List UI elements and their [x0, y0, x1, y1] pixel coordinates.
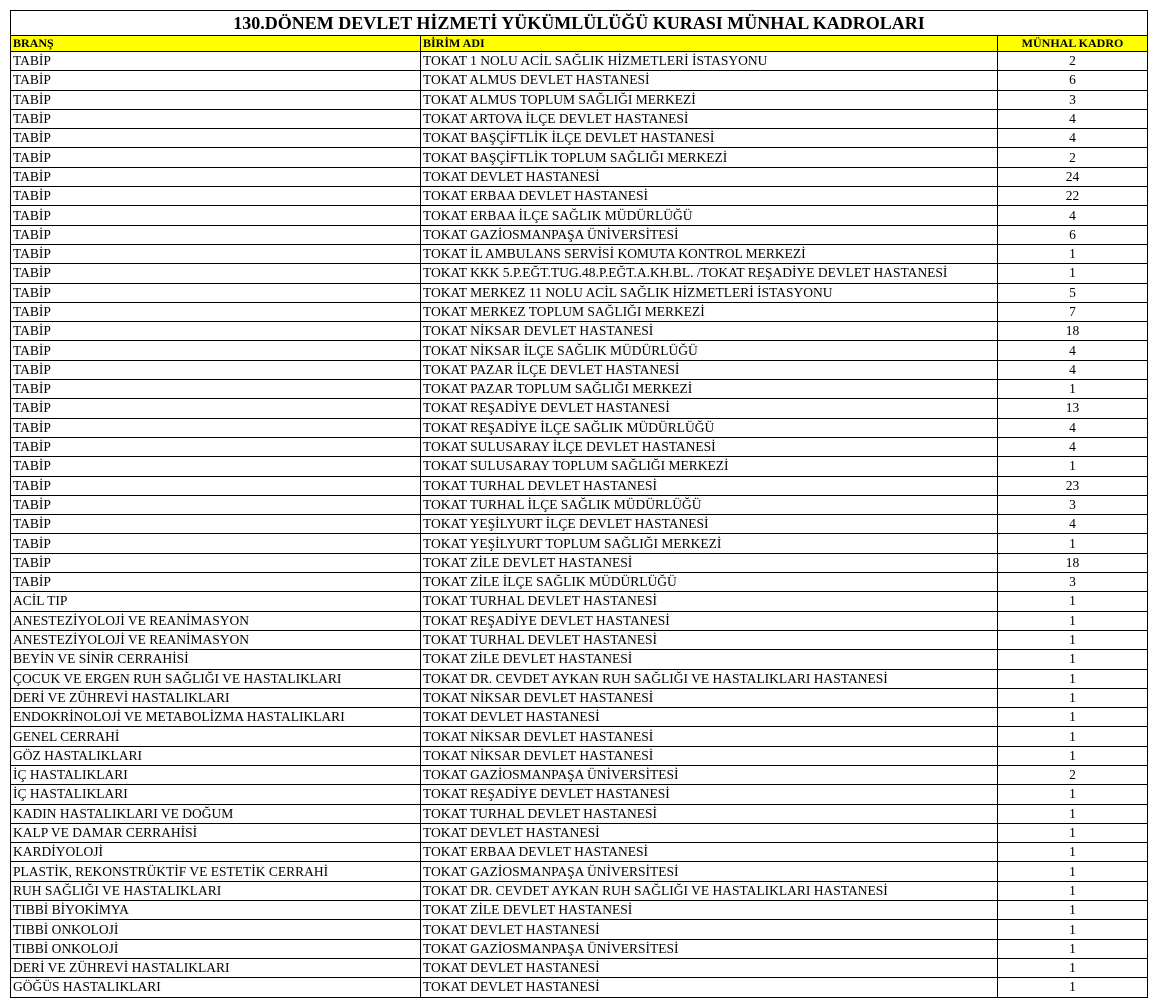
table-row: [11, 978, 1148, 997]
birim-adi-cell: TOKAT DEVLET HASTANESİ: [421, 920, 998, 939]
brans-cell: TABİP: [11, 495, 421, 514]
birim-adi-cell: TOKAT REŞADİYE İLÇE SAĞLIK MÜDÜRLÜĞÜ: [421, 418, 998, 437]
brans-cell: DERİ VE ZÜHREVİ HASTALIKLARI: [11, 688, 421, 707]
table-row: [11, 727, 1148, 746]
document-sheet: [10, 10, 1147, 998]
birim-adi-cell: TOKAT TURHAL DEVLET HASTANESİ: [421, 804, 998, 823]
birim-adi-cell: TOKAT SULUSARAY TOPLUM SAĞLIĞI MERKEZİ: [421, 457, 998, 476]
munhal-kadro-cell: 1: [998, 746, 1148, 765]
table-row: [11, 746, 1148, 765]
brans-cell: GENEL CERRAHİ: [11, 727, 421, 746]
munhal-kadro-cell: 1: [998, 920, 1148, 939]
munhal-kadro-cell: 4: [998, 360, 1148, 379]
munhal-kadro-cell: 6: [998, 225, 1148, 244]
munhal-kadro-cell: 1: [998, 688, 1148, 707]
brans-cell: KADIN HASTALIKLARI VE DOĞUM: [11, 804, 421, 823]
munhal-kadro-cell: 1: [998, 881, 1148, 900]
brans-cell: TABİP: [11, 283, 421, 302]
birim-adi-cell: TOKAT GAZİOSMANPAŞA ÜNİVERSİTESİ: [421, 225, 998, 244]
brans-cell: GÖZ HASTALIKLARI: [11, 746, 421, 765]
table-row: [11, 302, 1148, 321]
brans-cell: TABİP: [11, 360, 421, 379]
birim-adi-cell: TOKAT ZİLE İLÇE SAĞLIK MÜDÜRLÜĞÜ: [421, 573, 998, 592]
brans-cell: ANESTEZİYOLOJİ VE REANİMASYON: [11, 611, 421, 630]
munhal-kadro-cell: 1: [998, 843, 1148, 862]
munhal-kadro-cell: 1: [998, 958, 1148, 977]
table-row: [11, 457, 1148, 476]
birim-adi-cell: TOKAT ERBAA DEVLET HASTANESİ: [421, 843, 998, 862]
birim-adi-cell: TOKAT NİKSAR DEVLET HASTANESİ: [421, 322, 998, 341]
munhal-kadro-cell: 4: [998, 109, 1148, 128]
brans-cell: İÇ HASTALIKLARI: [11, 765, 421, 784]
munhal-kadro-cell: 1: [998, 901, 1148, 920]
brans-cell: TABİP: [11, 457, 421, 476]
brans-cell: RUH SAĞLIĞI VE HASTALIKLARI: [11, 881, 421, 900]
table-row: [11, 206, 1148, 225]
brans-cell: ENDOKRİNOLOJİ VE METABOLİZMA HASTALIKLARI: [11, 708, 421, 727]
munhal-kadro-cell: 1: [998, 650, 1148, 669]
brans-cell: TABİP: [11, 476, 421, 495]
munhal-kadro-cell: 1: [998, 534, 1148, 553]
column-header-munhal-kadro: MÜNHAL KADRO: [998, 36, 1148, 52]
table-row: [11, 380, 1148, 399]
birim-adi-cell: TOKAT YEŞİLYURT İLÇE DEVLET HASTANESİ: [421, 515, 998, 534]
munhal-kadro-cell: 7: [998, 302, 1148, 321]
birim-adi-cell: TOKAT BAŞÇİFTLİK TOPLUM SAĞLIĞI MERKEZİ: [421, 148, 998, 167]
table-row: [11, 630, 1148, 649]
brans-cell: TABİP: [11, 90, 421, 109]
table-row: [11, 708, 1148, 727]
birim-adi-cell: TOKAT TURHAL DEVLET HASTANESİ: [421, 476, 998, 495]
munhal-kadro-cell: 1: [998, 978, 1148, 997]
birim-adi-cell: TOKAT KKK 5.P.EĞT.TUG.48.P.EĞT.A.KH.BL. /TOKAT REŞADİYE DEVLET HASTANESİ: [421, 264, 998, 283]
munhal-kadro-cell: 3: [998, 573, 1148, 592]
munhal-kadro-cell: 18: [998, 553, 1148, 572]
birim-adi-cell: TOKAT İL AMBULANS SERVİSİ KOMUTA KONTROL MERKEZİ: [421, 244, 998, 263]
brans-cell: PLASTİK, REKONSTRÜKTİF VE ESTETİK CERRAHİ: [11, 862, 421, 881]
birim-adi-cell: TOKAT TURHAL DEVLET HASTANESİ: [421, 630, 998, 649]
munhal-kadro-cell: 1: [998, 804, 1148, 823]
brans-cell: TABİP: [11, 380, 421, 399]
munhal-kadro-cell: 23: [998, 476, 1148, 495]
table-row: [11, 862, 1148, 881]
munhal-kadro-cell: 1: [998, 939, 1148, 958]
table-row: [11, 399, 1148, 418]
table-row: [11, 129, 1148, 148]
birim-adi-cell: TOKAT ZİLE DEVLET HASTANESİ: [421, 553, 998, 572]
brans-cell: ACİL TIP: [11, 592, 421, 611]
brans-cell: TABİP: [11, 322, 421, 341]
table-row: [11, 341, 1148, 360]
birim-adi-cell: TOKAT DR. CEVDET AYKAN RUH SAĞLIĞI VE HASTALIKLARI HASTANESİ: [421, 881, 998, 900]
table-row: [11, 785, 1148, 804]
munhal-kadro-cell: 1: [998, 823, 1148, 842]
munhal-kadro-cell: 3: [998, 90, 1148, 109]
table-row: [11, 148, 1148, 167]
table-row: [11, 611, 1148, 630]
brans-cell: BEYİN VE SİNİR CERRAHİSİ: [11, 650, 421, 669]
munhal-kadro-cell: 24: [998, 167, 1148, 186]
brans-cell: TABİP: [11, 573, 421, 592]
birim-adi-cell: TOKAT GAZİOSMANPAŞA ÜNİVERSİTESİ: [421, 939, 998, 958]
brans-cell: ÇOCUK VE ERGEN RUH SAĞLIĞI VE HASTALIKLARI: [11, 669, 421, 688]
brans-cell: TABİP: [11, 418, 421, 437]
munhal-kadro-cell: 4: [998, 341, 1148, 360]
table-row: [11, 553, 1148, 572]
birim-adi-cell: TOKAT ZİLE DEVLET HASTANESİ: [421, 650, 998, 669]
munhal-kadro-cell: 1: [998, 611, 1148, 630]
birim-adi-cell: TOKAT DEVLET HASTANESİ: [421, 167, 998, 186]
brans-cell: KALP VE DAMAR CERRAHİSİ: [11, 823, 421, 842]
birim-adi-cell: TOKAT ALMUS DEVLET HASTANESİ: [421, 71, 998, 90]
brans-cell: TABİP: [11, 129, 421, 148]
birim-adi-cell: TOKAT 1 NOLU ACİL SAĞLIK HİZMETLERİ İSTASYONU: [421, 52, 998, 71]
table-row: [11, 71, 1148, 90]
table-row: [11, 90, 1148, 109]
munhal-kadro-cell: 1: [998, 708, 1148, 727]
table-row: [11, 650, 1148, 669]
birim-adi-cell: TOKAT NİKSAR DEVLET HASTANESİ: [421, 688, 998, 707]
birim-adi-cell: TOKAT GAZİOSMANPAŞA ÜNİVERSİTESİ: [421, 765, 998, 784]
brans-cell: TABİP: [11, 302, 421, 321]
birim-adi-cell: TOKAT GAZİOSMANPAŞA ÜNİVERSİTESİ: [421, 862, 998, 881]
birim-adi-cell: TOKAT ERBAA DEVLET HASTANESİ: [421, 187, 998, 206]
munhal-kadro-cell: 1: [998, 592, 1148, 611]
birim-adi-cell: TOKAT MERKEZ 11 NOLU ACİL SAĞLIK HİZMETLERİ İSTASYONU: [421, 283, 998, 302]
birim-adi-cell: TOKAT ERBAA İLÇE SAĞLIK MÜDÜRLÜĞÜ: [421, 206, 998, 225]
munhal-kadro-cell: 1: [998, 380, 1148, 399]
brans-cell: TABİP: [11, 71, 421, 90]
birim-adi-cell: TOKAT NİKSAR İLÇE SAĞLIK MÜDÜRLÜĞÜ: [421, 341, 998, 360]
column-header-birim-adi: BİRİM ADI: [421, 36, 998, 52]
header-row: [11, 36, 1148, 52]
munhal-kadro-cell: 1: [998, 669, 1148, 688]
brans-cell: TABİP: [11, 109, 421, 128]
birim-adi-cell: TOKAT REŞADİYE DEVLET HASTANESİ: [421, 611, 998, 630]
birim-adi-cell: TOKAT ALMUS TOPLUM SAĞLIĞI MERKEZİ: [421, 90, 998, 109]
brans-cell: TABİP: [11, 244, 421, 263]
munhal-kadro-cell: 5: [998, 283, 1148, 302]
table-body: [11, 52, 1148, 998]
brans-cell: TABİP: [11, 534, 421, 553]
munhal-kadro-cell: 22: [998, 187, 1148, 206]
table-row: [11, 804, 1148, 823]
brans-cell: TIBBİ ONKOLOJİ: [11, 920, 421, 939]
birim-adi-cell: TOKAT YEŞİLYURT TOPLUM SAĞLIĞI MERKEZİ: [421, 534, 998, 553]
birim-adi-cell: TOKAT BAŞÇİFTLİK İLÇE DEVLET HASTANESİ: [421, 129, 998, 148]
brans-cell: GÖĞÜS HASTALIKLARI: [11, 978, 421, 997]
table-row: [11, 534, 1148, 553]
munhal-kadro-cell: 1: [998, 630, 1148, 649]
birim-adi-cell: TOKAT ZİLE DEVLET HASTANESİ: [421, 901, 998, 920]
brans-cell: TIBBİ ONKOLOJİ: [11, 939, 421, 958]
birim-adi-cell: TOKAT DEVLET HASTANESİ: [421, 978, 998, 997]
table-row: [11, 958, 1148, 977]
table-row: [11, 244, 1148, 263]
table-row: [11, 881, 1148, 900]
brans-cell: TABİP: [11, 341, 421, 360]
table-row: [11, 823, 1148, 842]
brans-cell: TABİP: [11, 187, 421, 206]
munhal-kadro-cell: 2: [998, 765, 1148, 784]
birim-adi-cell: TOKAT PAZAR İLÇE DEVLET HASTANESİ: [421, 360, 998, 379]
brans-cell: TIBBİ BİYOKİMYA: [11, 901, 421, 920]
table-row: [11, 573, 1148, 592]
birim-adi-cell: TOKAT PAZAR TOPLUM SAĞLIĞI MERKEZİ: [421, 380, 998, 399]
table-row: [11, 688, 1148, 707]
table-row: [11, 167, 1148, 186]
munhal-kadro-cell: 1: [998, 862, 1148, 881]
munhal-kadro-cell: 1: [998, 727, 1148, 746]
birim-adi-cell: TOKAT NİKSAR DEVLET HASTANESİ: [421, 746, 998, 765]
brans-cell: TABİP: [11, 264, 421, 283]
munhal-kadro-cell: 4: [998, 515, 1148, 534]
table-row: [11, 843, 1148, 862]
table-row: [11, 920, 1148, 939]
birim-adi-cell: TOKAT NİKSAR DEVLET HASTANESİ: [421, 727, 998, 746]
munhal-kadro-cell: 4: [998, 437, 1148, 456]
vacancy-table: [10, 10, 1148, 998]
munhal-kadro-cell: 4: [998, 129, 1148, 148]
table-row: [11, 52, 1148, 71]
brans-cell: TABİP: [11, 553, 421, 572]
munhal-kadro-cell: 3: [998, 495, 1148, 514]
table-row: [11, 225, 1148, 244]
table-row: [11, 592, 1148, 611]
table-row: [11, 322, 1148, 341]
table-row: [11, 418, 1148, 437]
brans-cell: TABİP: [11, 399, 421, 418]
table-row: [11, 360, 1148, 379]
birim-adi-cell: TOKAT TURHAL İLÇE SAĞLIK MÜDÜRLÜĞÜ: [421, 495, 998, 514]
birim-adi-cell: TOKAT SULUSARAY İLÇE DEVLET HASTANESİ: [421, 437, 998, 456]
munhal-kadro-cell: 1: [998, 244, 1148, 263]
munhal-kadro-cell: 2: [998, 52, 1148, 71]
table-row: [11, 669, 1148, 688]
munhal-kadro-cell: 1: [998, 264, 1148, 283]
table-row: [11, 283, 1148, 302]
birim-adi-cell: TOKAT ARTOVA İLÇE DEVLET HASTANESİ: [421, 109, 998, 128]
brans-cell: TABİP: [11, 148, 421, 167]
birim-adi-cell: TOKAT DEVLET HASTANESİ: [421, 708, 998, 727]
brans-cell: İÇ HASTALIKLARI: [11, 785, 421, 804]
birim-adi-cell: TOKAT DEVLET HASTANESİ: [421, 823, 998, 842]
birim-adi-cell: TOKAT DR. CEVDET AYKAN RUH SAĞLIĞI VE HASTALIKLARI HASTANESİ: [421, 669, 998, 688]
table-row: [11, 495, 1148, 514]
birim-adi-cell: TOKAT REŞADİYE DEVLET HASTANESİ: [421, 399, 998, 418]
brans-cell: DERİ VE ZÜHREVİ HASTALIKLARI: [11, 958, 421, 977]
munhal-kadro-cell: 2: [998, 148, 1148, 167]
munhal-kadro-cell: 6: [998, 71, 1148, 90]
title-row: [11, 11, 1148, 36]
munhal-kadro-cell: 1: [998, 785, 1148, 804]
brans-cell: TABİP: [11, 515, 421, 534]
table-row: [11, 437, 1148, 456]
table-row: [11, 264, 1148, 283]
table-title: 130.DÖNEM DEVLET HİZMETİ YÜKÜMLÜLÜĞÜ KURASI MÜNHAL KADROLARI: [11, 11, 1148, 36]
table-row: [11, 476, 1148, 495]
brans-cell: KARDİYOLOJİ: [11, 843, 421, 862]
munhal-kadro-cell: 13: [998, 399, 1148, 418]
brans-cell: TABİP: [11, 52, 421, 71]
munhal-kadro-cell: 18: [998, 322, 1148, 341]
column-header-brans: BRANŞ: [11, 36, 421, 52]
table-row: [11, 765, 1148, 784]
table-row: [11, 109, 1148, 128]
munhal-kadro-cell: 4: [998, 418, 1148, 437]
birim-adi-cell: TOKAT TURHAL DEVLET HASTANESİ: [421, 592, 998, 611]
brans-cell: TABİP: [11, 225, 421, 244]
brans-cell: ANESTEZİYOLOJİ VE REANİMASYON: [11, 630, 421, 649]
brans-cell: TABİP: [11, 167, 421, 186]
table-row: [11, 901, 1148, 920]
munhal-kadro-cell: 4: [998, 206, 1148, 225]
brans-cell: TABİP: [11, 437, 421, 456]
birim-adi-cell: TOKAT REŞADİYE DEVLET HASTANESİ: [421, 785, 998, 804]
birim-adi-cell: TOKAT DEVLET HASTANESİ: [421, 958, 998, 977]
table-row: [11, 939, 1148, 958]
munhal-kadro-cell: 1: [998, 457, 1148, 476]
birim-adi-cell: TOKAT MERKEZ TOPLUM SAĞLIĞI MERKEZİ: [421, 302, 998, 321]
table-row: [11, 187, 1148, 206]
brans-cell: TABİP: [11, 206, 421, 225]
table-row: [11, 515, 1148, 534]
